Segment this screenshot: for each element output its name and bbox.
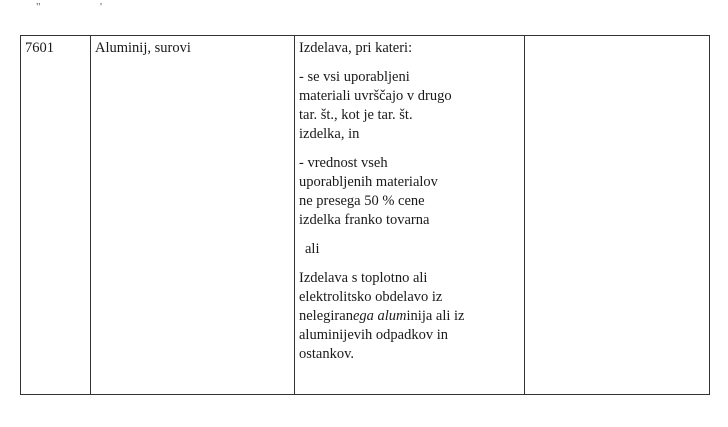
rule-line: ostankov. <box>299 346 355 362</box>
rule-line: izdelka, in <box>299 126 360 142</box>
rule-paragraph <box>299 154 520 230</box>
rule-text: nelegiran <box>299 308 353 324</box>
rule-line: - se vsi uporabljeni <box>299 69 410 85</box>
rule-paragraph <box>299 68 520 144</box>
product-description: Aluminij, surovi <box>95 40 191 56</box>
tariff-code-cell <box>21 36 91 395</box>
rule-line: Izdelava s toplotno ali <box>299 270 428 286</box>
rule-line: Izdelava, pri kateri: <box>299 40 413 56</box>
rule-line: elektrolitsko obdelavo iz <box>299 289 443 305</box>
rule-line <box>299 307 520 326</box>
rule-text: inija ali iz <box>406 308 465 324</box>
rule-line: - vrednost vseh <box>299 155 388 171</box>
rule-line: ne presega 50 % cene <box>299 193 425 209</box>
rule-line: materiali uvrščajo v drugo <box>299 88 452 104</box>
rule-line: izdelka franko tovarna <box>299 212 430 228</box>
rule-line: uporabljenih materialov <box>299 174 438 190</box>
scan-mark: ' <box>100 1 102 13</box>
rule-paragraph <box>299 39 520 58</box>
scan-mark: " <box>36 1 41 13</box>
rule-line-or: ali <box>305 241 320 257</box>
alternative-rule-cell <box>525 36 710 395</box>
rule-text-italic: ega alum <box>352 308 407 324</box>
processing-rule-cell <box>295 36 525 395</box>
table-row <box>21 36 710 395</box>
description-cell <box>91 36 295 395</box>
tariff-table <box>20 35 710 395</box>
tariff-code: 7601 <box>25 40 54 56</box>
rule-paragraph <box>299 269 520 364</box>
rule-paragraph <box>299 240 520 259</box>
rule-line: tar. št., kot je tar. št. <box>299 107 413 123</box>
rule-line: aluminijevih odpadkov in <box>299 327 449 343</box>
